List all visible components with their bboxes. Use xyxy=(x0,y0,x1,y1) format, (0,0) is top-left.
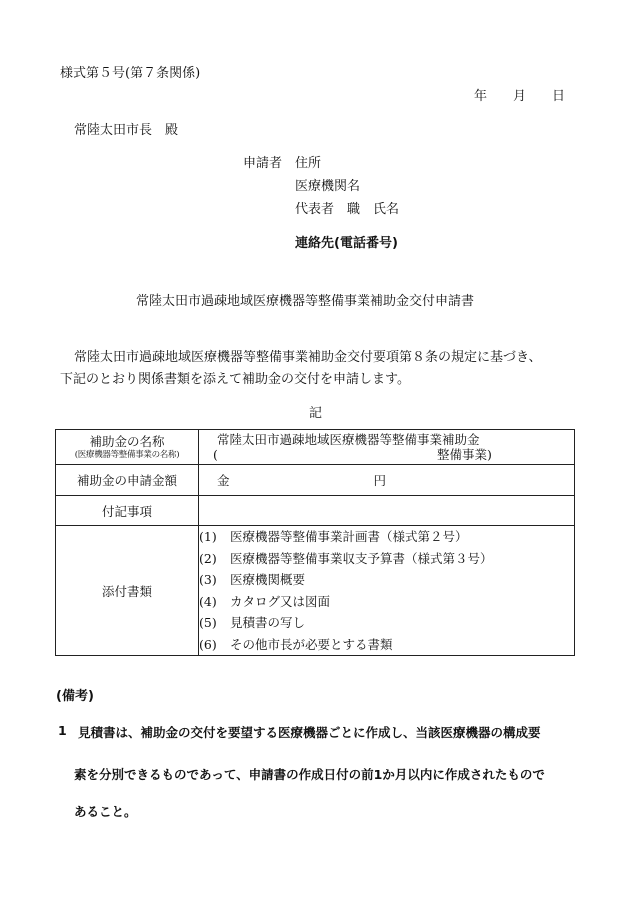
amount-suffix: 円 xyxy=(373,473,387,488)
addressee: 常陸太田市長 殿 xyxy=(74,123,179,138)
project-name-close: 整備事業) xyxy=(437,447,492,462)
applicant-representative-label: 代表者 職 氏名 xyxy=(295,202,400,217)
remarks-heading: (備考) xyxy=(56,689,94,704)
application-table xyxy=(55,429,575,656)
subsidy-project-name-line xyxy=(199,447,574,462)
subsidy-name-label: 補助金の名称 xyxy=(89,433,165,449)
notes-label: 付記事項 xyxy=(56,496,199,526)
amount-label: 補助金の申請金額 xyxy=(56,465,199,496)
attachment-item-1: (1) 医療機器等整備事業計画書（様式第２号） xyxy=(199,529,468,544)
date-line: 年 月 日 xyxy=(474,89,566,104)
project-name-open-paren: ( xyxy=(213,447,218,462)
applicant-address-label: 住所 xyxy=(295,156,322,171)
attachments-list xyxy=(199,526,575,656)
remarks-item-number: 1 xyxy=(58,723,67,738)
remarks-line-1: 見積書は、補助金の交付を要望する医療機器ごとに作成し、当該医療機器の構成要 xyxy=(78,725,541,740)
applicant-institution-label: 医療機関名 xyxy=(295,179,361,194)
record-label: 記 xyxy=(309,406,323,421)
remarks-line-3: あること。 xyxy=(74,804,137,819)
remarks-line-2: 素を分別できるものであって、申請書の作成日付の前1か月以内に作成されたもので xyxy=(74,767,545,782)
table-row-amount xyxy=(56,465,575,496)
amount-value-cell[interactable] xyxy=(199,465,575,496)
subsidy-name-sublabel: (医療機器等整備事業の名称) xyxy=(74,449,180,460)
applicant-contact-label: 連絡先(電話番号) xyxy=(295,236,398,251)
attachment-item-2: (2) 医療機器等整備事業収支予算書（様式第３号） xyxy=(199,550,493,566)
table-row-notes xyxy=(56,496,575,526)
attachment-item-3: (3) 医療機関概要 xyxy=(199,572,306,587)
document-title: 常陸太田市過疎地域医療機器等整備事業補助金交付申請書 xyxy=(136,294,475,309)
attachment-item-4: (4) カタログ又は図面 xyxy=(199,593,331,609)
table-row-subsidy-name xyxy=(56,430,575,465)
notes-value-cell[interactable] xyxy=(199,496,575,526)
applicant-label: 申請者 xyxy=(243,156,283,171)
attachment-item-6: (6) その他市長が必要とする書類 xyxy=(199,636,393,652)
subsidy-name-value: 常陸太田市過疎地域医療機器等整備事業補助金 xyxy=(217,432,480,447)
subsidy-name-label-cell xyxy=(56,430,199,465)
body-text-line-2: 下記のとおり関係書類を添えて補助金の交付を申請します。 xyxy=(60,372,410,387)
table-row-attachments xyxy=(56,526,575,656)
form-number: 様式第５号(第７条関係) xyxy=(60,66,201,81)
attachments-label: 添付書類 xyxy=(56,526,199,656)
attachment-item-5: (5) 見積書の写し xyxy=(199,615,306,630)
subsidy-name-value-cell[interactable] xyxy=(199,430,575,465)
amount-prefix: 金 xyxy=(217,473,230,488)
body-text-line-1: 常陸太田市過疎地域医療機器等整備事業補助金交付要項第８条の規定に基づき、 xyxy=(74,350,542,365)
